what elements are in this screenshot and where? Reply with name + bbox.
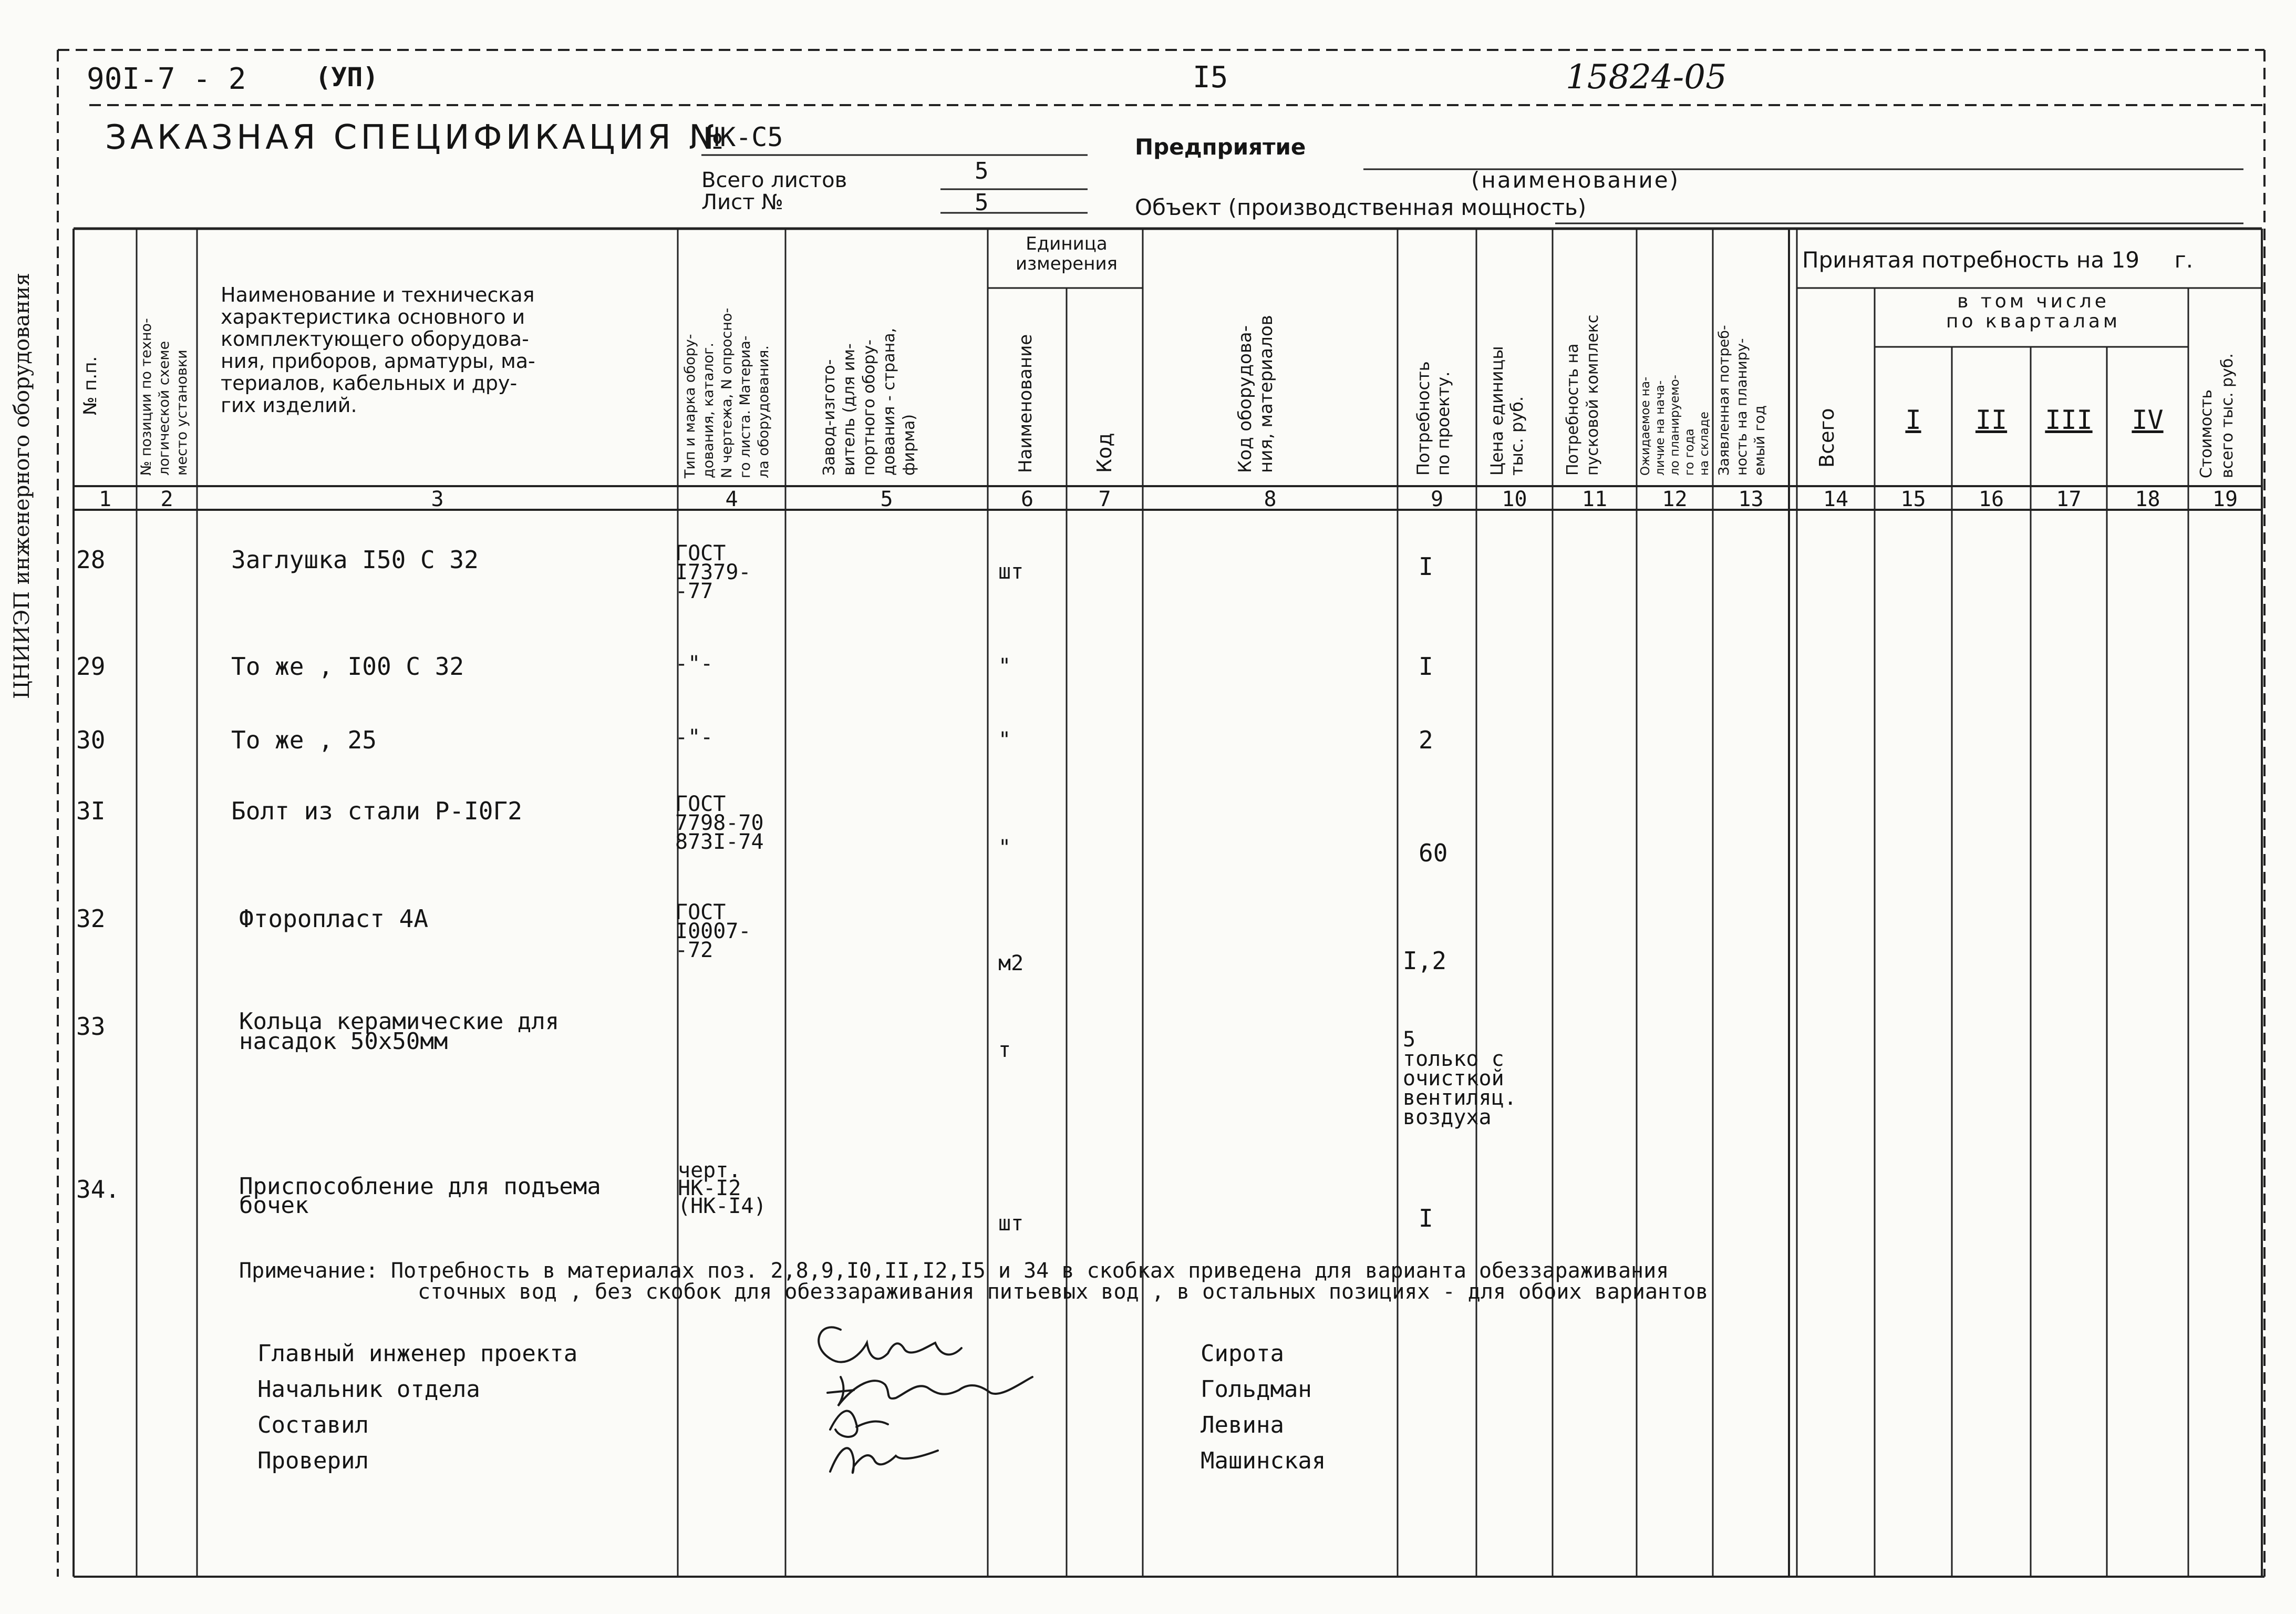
row-unit: шт bbox=[998, 560, 1024, 584]
col-header-18: IV bbox=[2132, 405, 2164, 435]
object-label: Объект (производственная мощность) bbox=[1135, 194, 1587, 220]
col-number: 2 bbox=[160, 487, 173, 511]
row-quantity: 5 только с очисткой вентиляц. воздуха bbox=[1403, 1027, 1517, 1129]
col-number: 8 bbox=[1264, 487, 1277, 511]
enterprise-name-caption: (наименование) bbox=[1471, 167, 1680, 193]
document-code: 90I-7 - 2 bbox=[87, 62, 246, 96]
col-number: 12 bbox=[1662, 487, 1688, 511]
col-header-6: Наименование bbox=[1015, 334, 1036, 473]
col-header-9: Потребность по проекту. bbox=[1413, 361, 1453, 476]
signature-role: Проверил bbox=[257, 1447, 369, 1474]
total-sheets-label: Всего листов bbox=[701, 168, 847, 192]
row-quantity: I bbox=[1419, 552, 1433, 581]
col-number: 14 bbox=[1823, 487, 1849, 511]
col-number: 7 bbox=[1098, 487, 1111, 511]
album-number: (УП) bbox=[315, 62, 379, 92]
col-header-accepted-group: Принятая потребность на 19 г. bbox=[1802, 247, 2194, 273]
col-number: 16 bbox=[1978, 487, 2004, 511]
col-header-12: Ожидаемое на- личие на нача- ло планируемо- го года на складе bbox=[1639, 375, 1711, 476]
row-name: Фторопласт 4А bbox=[239, 904, 429, 933]
spec-number: НК-С5 bbox=[704, 122, 783, 152]
row-unit: шт bbox=[998, 1211, 1024, 1236]
row-type: -"- bbox=[675, 725, 713, 749]
col-header-15: I bbox=[1905, 405, 1921, 435]
col-number: 10 bbox=[1502, 487, 1527, 511]
col-number: 1 bbox=[98, 487, 112, 511]
row-quantity: I bbox=[1419, 652, 1433, 681]
note-line-2: сточных вод , без скобок для обеззараживания питьевых вод , в остальных позициях - для обоих вариантов bbox=[418, 1280, 1709, 1304]
col-number: 3 bbox=[431, 487, 444, 511]
row-name: Заглушка I50 С 32 bbox=[231, 546, 479, 574]
signature-role: Составил bbox=[257, 1412, 369, 1438]
col-number: 5 bbox=[880, 487, 893, 511]
col-header-5: Завод-изгото- витель (для им- портного обору- дования - страна, фирма) bbox=[820, 327, 918, 476]
signature-name: Левина bbox=[1201, 1412, 1284, 1438]
col-header-17: III bbox=[2045, 405, 2093, 435]
signature-role: Главный инженер проекта bbox=[257, 1340, 578, 1367]
col-number: 11 bbox=[1581, 487, 1608, 511]
row-number: 33 bbox=[76, 1012, 106, 1041]
row-quantity: I,2 bbox=[1403, 947, 1447, 975]
signature-name: Сирота bbox=[1201, 1340, 1284, 1367]
row-unit: м2 bbox=[998, 951, 1024, 975]
col-header-3: Наименование и техническая характеристика основного и комплектующего оборудова- ния, приборов, арматуры, ма- териалов, кабельных и дру- гих изделий. bbox=[221, 283, 535, 417]
row-name: Приспособление для подъема бочек bbox=[239, 1173, 601, 1219]
row-unit: " bbox=[998, 836, 1011, 860]
signature-name: Гольдман bbox=[1201, 1376, 1312, 1403]
col-header-quarters-group: в том числе по кварталам bbox=[1946, 291, 2121, 332]
row-number: 34. bbox=[76, 1175, 120, 1204]
row-type: -"- bbox=[675, 652, 713, 676]
row-type: ГОСТ 7798-70 873I-74 bbox=[675, 792, 764, 854]
row-type: ГОСТ I0007- -72 bbox=[675, 900, 751, 962]
col-number: 19 bbox=[2212, 487, 2238, 511]
col-header-10: Цена единицы тыс. руб. bbox=[1487, 346, 1527, 476]
spec-title: ЗАКАЗНАЯ СПЕЦИФИКАЦИЯ № bbox=[105, 118, 728, 157]
col-header-4: Тип и марка обору- дования, каталог. N чертежа, N опросно- го листа. Материа- ла оборудования. bbox=[682, 307, 772, 478]
col-header-8: Код оборудова- ния, материалов bbox=[1235, 315, 1277, 473]
row-type: ГОСТ I7379- -77 bbox=[675, 541, 751, 603]
row-name: Кольца керамические для насадок 50х50мм bbox=[239, 1008, 560, 1055]
col-number: 6 bbox=[1020, 487, 1034, 511]
row-unit: " bbox=[998, 654, 1011, 679]
row-unit: " bbox=[998, 728, 1011, 752]
col-header-unit-group: Единица измерения bbox=[1015, 233, 1118, 274]
note-line-1: Примечание: Потребность в материалах поз. 2,8,9,I0,II,I2,I5 и 34 в скобках приведена для варианта обеззараживания bbox=[239, 1259, 1669, 1283]
col-header-13: Заявленная потреб- ность на планиру- емый год bbox=[1716, 325, 1768, 476]
col-header-7: Код bbox=[1093, 433, 1116, 473]
signature-role: Начальник отдела bbox=[257, 1376, 480, 1403]
row-name: То же , 25 bbox=[231, 726, 377, 754]
row-number: 3I bbox=[76, 797, 106, 825]
side-organization-label: ЦНИИЭП инженерного оборудования bbox=[10, 273, 34, 699]
row-number: 29 bbox=[76, 652, 106, 681]
row-name: Болт из стали Р-I0Г2 bbox=[231, 797, 522, 825]
col-header-11: Потребность на пусковой комплекс bbox=[1564, 314, 1602, 476]
row-number: 32 bbox=[76, 904, 106, 933]
enterprise-label: Предприятие bbox=[1135, 134, 1306, 160]
sheet-value: 5 bbox=[975, 189, 989, 216]
col-header-16: II bbox=[1975, 405, 2008, 435]
row-type: черт. НК-I2 (НК-I4) bbox=[678, 1158, 767, 1218]
col-header-14: Всего bbox=[1815, 408, 1838, 468]
row-number: 30 bbox=[76, 726, 106, 754]
row-quantity: 60 bbox=[1419, 839, 1448, 867]
row-name: То же , I00 С 32 bbox=[231, 652, 464, 681]
page-number: I5 bbox=[1193, 60, 1228, 95]
col-number: 17 bbox=[2056, 487, 2082, 511]
col-header-2: № позиции по техно- логической схеме место установки bbox=[138, 318, 190, 476]
signature-name: Машинская bbox=[1201, 1447, 1326, 1474]
col-header-1: № п.п. bbox=[80, 356, 101, 415]
inventory-number: 15824-05 bbox=[1566, 58, 1727, 97]
total-sheets-value: 5 bbox=[975, 158, 989, 184]
col-number: 18 bbox=[2135, 487, 2160, 511]
row-number: 28 bbox=[76, 546, 106, 574]
row-quantity: I bbox=[1419, 1204, 1433, 1232]
col-number: 9 bbox=[1430, 487, 1444, 511]
col-header-19: Стоимость всего тыс. руб. bbox=[2197, 353, 2237, 478]
row-unit: т bbox=[998, 1038, 1011, 1062]
row-quantity: 2 bbox=[1419, 726, 1433, 754]
col-number: 13 bbox=[1738, 487, 1764, 511]
col-number: 4 bbox=[725, 487, 738, 511]
col-number: 15 bbox=[1900, 487, 1926, 511]
sheet-label: Лист № bbox=[701, 190, 783, 214]
